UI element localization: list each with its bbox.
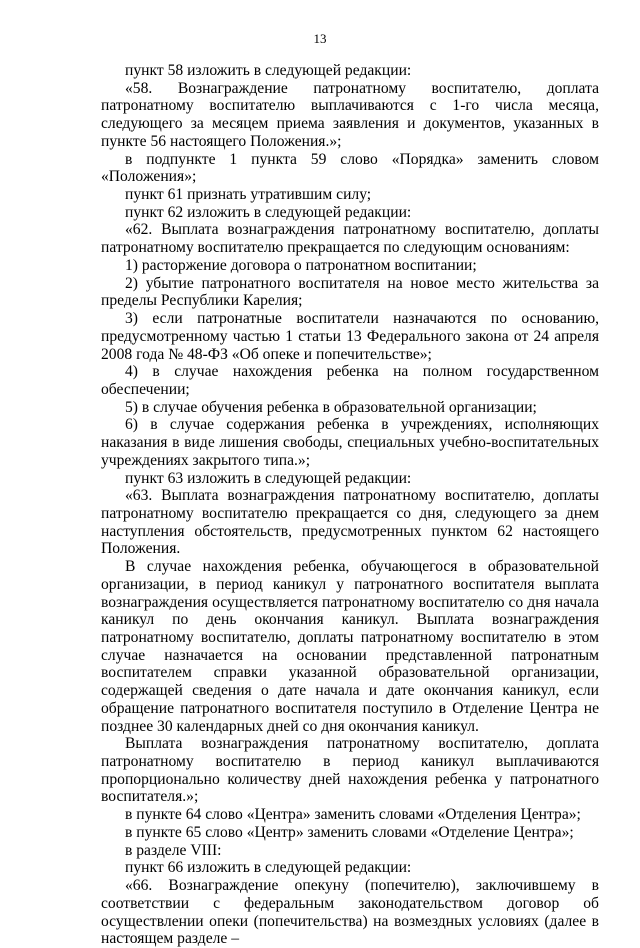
paragraph: «58. Вознаграждение патронатному воспитателю, доплата патронатному воспитателю выплачиваются с 1-го числа месяца, следующего за месяцем приема заявления и документов, указанных в пункте 56 настоящего Положения.»; [101, 79, 599, 150]
paragraph: «62. Выплата вознаграждения патронатному воспитателю, доплаты патронатному воспитателю прекращается по следующим основаниям: [101, 221, 599, 257]
paragraph: пункт 66 изложить в следующей редакции: [125, 859, 412, 877]
paragraph: 6) в случае содержания ребенка в учреждениях, исполняющих наказания в виде лишения свободы, специальных учебно-воспитательных учреждениях закрытого типа.»; [101, 416, 599, 469]
document-body [101, 62, 599, 948]
paragraph: в разделе VIII: [125, 841, 222, 859]
paragraph: в подпункте 1 пункта 59 слово «Порядка» заменить словом «Положения»; [101, 150, 599, 186]
paragraph: 4) в случае нахождения ребенка на полном государственном обеспечении; [101, 363, 599, 398]
paragraph: «66. Вознаграждение опекуну (попечителю), заключившему в соответствии с федеральным законодательством договор об осуществлении опеки (попечительства) на возмездных условиях (далее в настоящем разделе – [101, 877, 599, 948]
paragraph: пункт 63 изложить в следующей редакции: [125, 469, 412, 487]
paragraph: 2) убытие патронатного воспитателя на новое место жительства за пределы Республики Карелия; [101, 274, 599, 310]
paragraph: пункт 62 изложить в следующей редакции: [125, 203, 412, 221]
page-number: 13 [313, 31, 327, 46]
paragraph: Выплата вознаграждения патронатному воспитателю, доплата патронатному воспитателю в период каникул выплачиваются пропорционально количеству дней нахождения ребенка у патронатного воспитателя.»; [101, 735, 599, 806]
paragraph: пункт 58 изложить в следующей редакции: [125, 62, 412, 79]
paragraph: В случае нахождения ребенка, обучающегося в образовательной организации, в период каникул у патронатного воспитателя выплата вознаграждения осуществляется патронатному воспитателю со дня начала каникул по день окончания каникул. Выплата вознаграждения патронатному воспитателю, доплаты патронатному воспитателю в этом случае назначается на основании представленной патронатным воспитателем справки указанной образовательной организации, содержащей сведения о дате начала и дате окончания каникул, если обращение патронатного воспитателя поступило в Отделение Центра не позднее 30 календарных дней со дня окончания каникул. [101, 558, 599, 735]
paragraph: 1) расторжение договора о патронатном воспитании; [125, 256, 477, 274]
paragraph: 5) в случае обучения ребенка в образовательной организации; [125, 398, 537, 416]
paragraph: в пункте 65 слово «Центр» заменить словами «Отделение Центра»; [125, 823, 574, 841]
paragraph: «63. Выплата вознаграждения патронатному воспитателю, доплаты патронатному воспитателю прекращается со дня, следующего за днем наступления обстоятельств, предусмотренных пунктом 62 настоящего Положения. [101, 487, 599, 558]
paragraph: пункт 61 признать утратившим силу; [125, 186, 372, 204]
paragraph: в пункте 64 слово «Центра» заменить словами «Отделения Центра»; [125, 806, 581, 824]
paragraph: 3) если патронатные воспитатели назначаются по основанию, предусмотренному частью 1 статьи 13 Федерального закона от 24 апреля 2008 года № 48-ФЗ «Об опеке и попечительстве»; [101, 310, 599, 363]
